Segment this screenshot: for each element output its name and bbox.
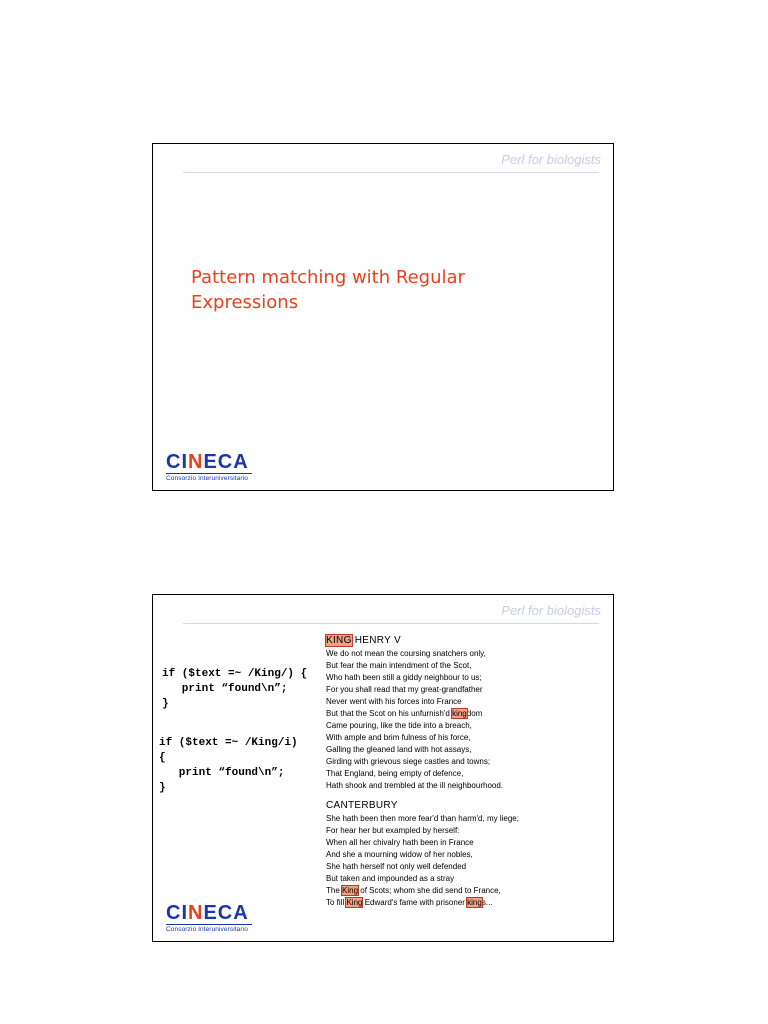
poem-line: Girding with grievous siege castles and towns; [326,757,491,766]
poem-line: But that the Scot on his unfurnish'd kingdom [326,709,483,718]
logo-word: CINECA [166,451,249,473]
match-highlight: KING [326,635,352,646]
poem-line: She hath herself not only well defended [326,862,467,871]
slide-title-text [191,265,551,315]
header-divider [183,623,599,624]
code-block-case-sensitive: if ($text =~ /King/) { print “found\n”; } [162,668,308,710]
poem-line: When all her chivalry hath been in France [326,838,474,847]
poem-line: With ample and brim fulness of his force, [326,733,471,742]
header-divider [183,172,599,173]
poem-line: But fear the main intendment of the Scot, [326,661,472,670]
slide-title [152,143,614,491]
poem-line: The King of Scots; whom she did send to France, [326,886,501,895]
logo-subtitle: Consorzio Interuniversitario [166,473,252,482]
poem-line: Never went with his forces into France [326,697,462,706]
poem-line: We do not mean the coursing snatchers only, [326,649,486,658]
match-highlight: King [346,898,363,907]
slide-regex-example [152,594,614,942]
poem-line: She hath been then more fear'd than harm'd, my liege; [326,814,519,823]
poem-line: Who hath been still a giddy neighbour to us; [326,673,482,682]
title-line-2: Expressions [191,292,299,313]
logo-word: CINECA [166,902,249,924]
poem-heading: KING HENRY V [326,635,401,646]
slide-header-title: Perl for biologists [501,152,601,167]
poem-line: Hath shook and trembled at the ill neighbourhood. [326,781,504,790]
poem-line: But taken and impounded as a stray [326,874,455,883]
title-line-1: Pattern matching with Regular [191,267,465,288]
poem-line: That England, being empty of defence, [326,769,464,778]
poem-text [326,635,606,909]
match-highlight: king [467,898,482,907]
match-highlight: King [342,886,359,895]
code-block-case-insensitive: if ($text =~ /King/i) { print “found\n”; } [159,737,298,794]
poem-line: For hear her but exampled by herself: [326,826,460,835]
logo-subtitle: Consorzio Interuniversitario [166,924,252,933]
slide-header-title: Perl for biologists [501,603,601,618]
poem-heading-2: CANTERBURY [326,800,398,811]
match-highlight: king [452,709,467,718]
poem-line: For you shall read that my great-grandfather [326,685,483,694]
poem-line: Galling the gleaned land with hot assays, [326,745,472,754]
cineca-logo [166,903,252,933]
poem-line: Came pouring, like the tide into a breach, [326,721,472,730]
cineca-logo [166,452,252,482]
poem-line: To fill King Edward's fame with prisoner kings... [326,898,493,907]
poem-line: And she a mourning widow of her nobles, [326,850,473,859]
